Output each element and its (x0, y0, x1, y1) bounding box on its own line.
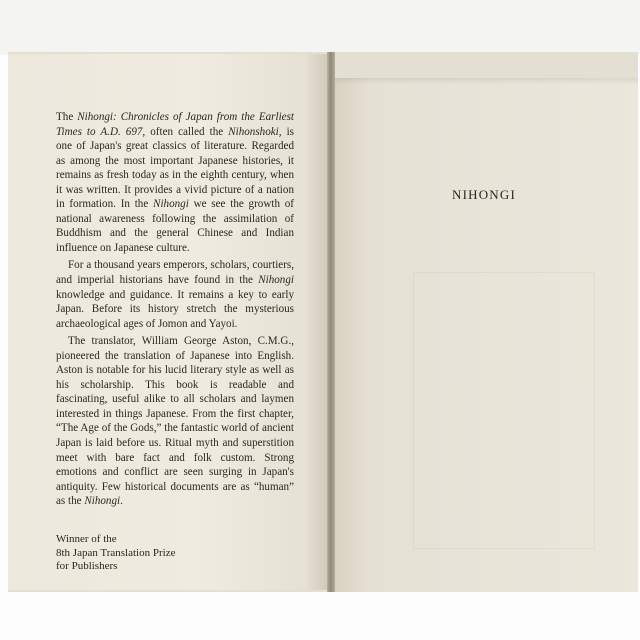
half-title: NIHONGI (452, 187, 516, 202)
work-reference: Nihongi (153, 198, 189, 211)
blurb-paragraph-3 (56, 334, 294, 509)
blurb-paragraph-1 (56, 110, 294, 255)
blurb-text: The translator, William George Aston, C.M.G., pioneered the translation of Japanese into English. Aston is notable for his lucid literary style as well as his scholarship. This book is readable and fascinating, useful alike to all scholars and laymen interested in things Japanese. From the first chapter, “The Age of the Gods,” the fantastic world of ancient Japan is laid before us. Ritual myth and superstition meet with bare fact and folk custom. Strong emotions and conflict are seen surging in Japan's antiquity. Few historical documents are as “human” as the (56, 335, 294, 508)
work-reference: Nihongi (84, 495, 121, 508)
award-note (56, 533, 256, 574)
blurb-text: is one of Japan's great classics of literature. Regarded as among the most important Japanese histories, it remains as fresh today as in the eighth century, when it was written. It provides a vivid picture of a nation in formation. In the (56, 125, 294, 211)
award-line: 8th Japan Translation Prize (56, 546, 176, 559)
back-cover-blurb (56, 110, 294, 512)
book-gutter (327, 52, 335, 592)
alt-title: Nihonshoki, (228, 125, 282, 138)
award-line: Winner of the (56, 533, 117, 545)
blurb-text: For a thousand years emperors, scholars, courtiers, and imperial historians have found in the (56, 259, 294, 287)
show-through-frontispiece (413, 272, 595, 549)
blurb-text: we see the growth of national awareness following the assimilation of Buddhism and the general Chinese and Indian influence on Japanese culture. (56, 198, 295, 254)
blurb-text: knowledge and guidance. It remains a key to early Japan. Before its history stretch the mysterious archaeological ages of Jomon and Yayoi. (56, 288, 294, 330)
page-shadow (335, 78, 638, 84)
blurb-text: often called the (150, 125, 224, 138)
blurb-text: . (120, 495, 123, 508)
background-surface (0, 0, 640, 55)
blurb-paragraph-2 (56, 258, 294, 331)
award-line: for Publishers (56, 560, 118, 572)
work-title: Nihongi: Chronicles of Japan from the Earliest Times to A.D. 697, (56, 111, 294, 138)
work-reference: Nihongi (258, 274, 294, 287)
blurb-text: The (56, 111, 74, 123)
